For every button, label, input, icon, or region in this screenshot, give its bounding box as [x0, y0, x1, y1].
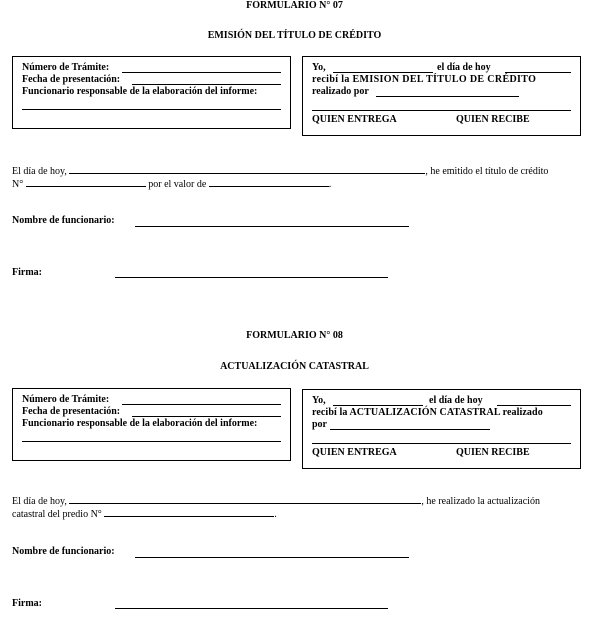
form07-recibe-label: QUIEN RECIBE [456, 114, 530, 125]
form07-recibi-text: recibí la EMISION DEL TÍTULO DE CRÉDITO [312, 74, 537, 85]
form07-numero-label: Número de Trámite: [22, 62, 110, 73]
form07-title: EMISIÓN DEL TÍTULO DE CRÉDITO [207, 30, 382, 41]
form08-numero-label: Número de Trámite: [22, 394, 110, 405]
form07-signature-line[interactable] [312, 110, 571, 111]
form08-left-box [12, 388, 291, 461]
form07-entrega-label: QUIEN ENTREGA [312, 114, 397, 125]
form07-body-line1 [12, 164, 548, 178]
form08-funcionario-field[interactable] [22, 441, 281, 442]
form08-entrega-label: QUIEN ENTREGA [312, 447, 397, 458]
form07-yo-field[interactable] [333, 72, 433, 73]
form08-body-blank2[interactable] [104, 507, 274, 517]
form07-numero-field[interactable] [122, 72, 281, 73]
form07-nombre-field[interactable] [135, 226, 409, 227]
form07-body-no: N° [12, 179, 24, 190]
form07-funcionario-field[interactable] [22, 109, 281, 110]
form07-fecha-field[interactable] [132, 84, 281, 85]
form07-body-blank2[interactable] [26, 177, 146, 187]
form08-firma-field[interactable] [115, 608, 388, 609]
form08-firma-label: Firma: [12, 598, 42, 609]
form08-title: ACTUALIZACIÓN CATASTRAL [220, 361, 369, 372]
form07-body-valor: por el valor de [148, 179, 207, 190]
form08-body-start: El día de hoy, [12, 496, 67, 507]
form07-firma-label: Firma: [12, 267, 42, 278]
form08-numero-field[interactable] [122, 404, 281, 405]
form07-body-blank1[interactable] [69, 164, 425, 174]
form08-por-label: por [312, 419, 327, 430]
form08-recibe-label: QUIEN RECIBE [456, 447, 530, 458]
form08-funcionario-label: Funcionario responsable de la elaboración del informe: [22, 418, 258, 429]
form08-dia-label: el día de hoy [429, 395, 483, 406]
form08-right-box [302, 389, 581, 469]
form07-right-box [302, 56, 581, 136]
form08-header: FORMULARIO N° 08 [246, 330, 343, 341]
form08-yo-label: Yo, [312, 395, 326, 406]
form08-body-line1 [12, 494, 540, 508]
form08-nombre-field[interactable] [135, 557, 409, 558]
form07-nombre-label: Nombre de funcionario: [12, 215, 115, 226]
form08-signature-line[interactable] [312, 443, 571, 444]
form07-realizado-field[interactable] [376, 96, 519, 97]
form07-realizado-label: realizado por [312, 86, 369, 97]
form08-body-predio: catastral del predio N° [12, 509, 102, 520]
form08-recibi-text: recibí la ACTUALIZACIÓN CATASTRAL realizado [312, 407, 543, 418]
form08-body-blank1[interactable] [69, 494, 421, 504]
form07-fecha-label: Fecha de presentación: [22, 74, 121, 85]
form08-fecha-label: Fecha de presentación: [22, 406, 121, 417]
form07-funcionario-label: Funcionario responsable de la elaboración del informe: [22, 86, 258, 97]
form07-yo-label: Yo, [312, 62, 326, 73]
form07-body-end: , he emitido el título de crédito [425, 166, 549, 177]
form08-fecha-field[interactable] [132, 416, 281, 417]
form08-por-field[interactable] [330, 429, 490, 430]
form07-dia-label: el día de hoy [437, 62, 491, 73]
form07-header: FORMULARIO N° 07 [246, 0, 343, 11]
form08-dia-field[interactable] [497, 405, 571, 406]
form08-body-line2: catastral del predio N° . [12, 509, 277, 520]
form08-nombre-label: Nombre de funcionario: [12, 546, 115, 557]
form07-left-box [12, 56, 291, 129]
form08-yo-field[interactable] [333, 405, 423, 406]
form08-body-end: , he realizado la actualización [421, 496, 540, 507]
form07-body-blank3[interactable] [209, 177, 329, 187]
form07-dia-field[interactable] [505, 72, 571, 73]
form07-body-start: El día de hoy, [12, 166, 67, 177]
form07-firma-field[interactable] [115, 277, 388, 278]
form07-body-line2: N° por el valor de . [12, 179, 332, 190]
